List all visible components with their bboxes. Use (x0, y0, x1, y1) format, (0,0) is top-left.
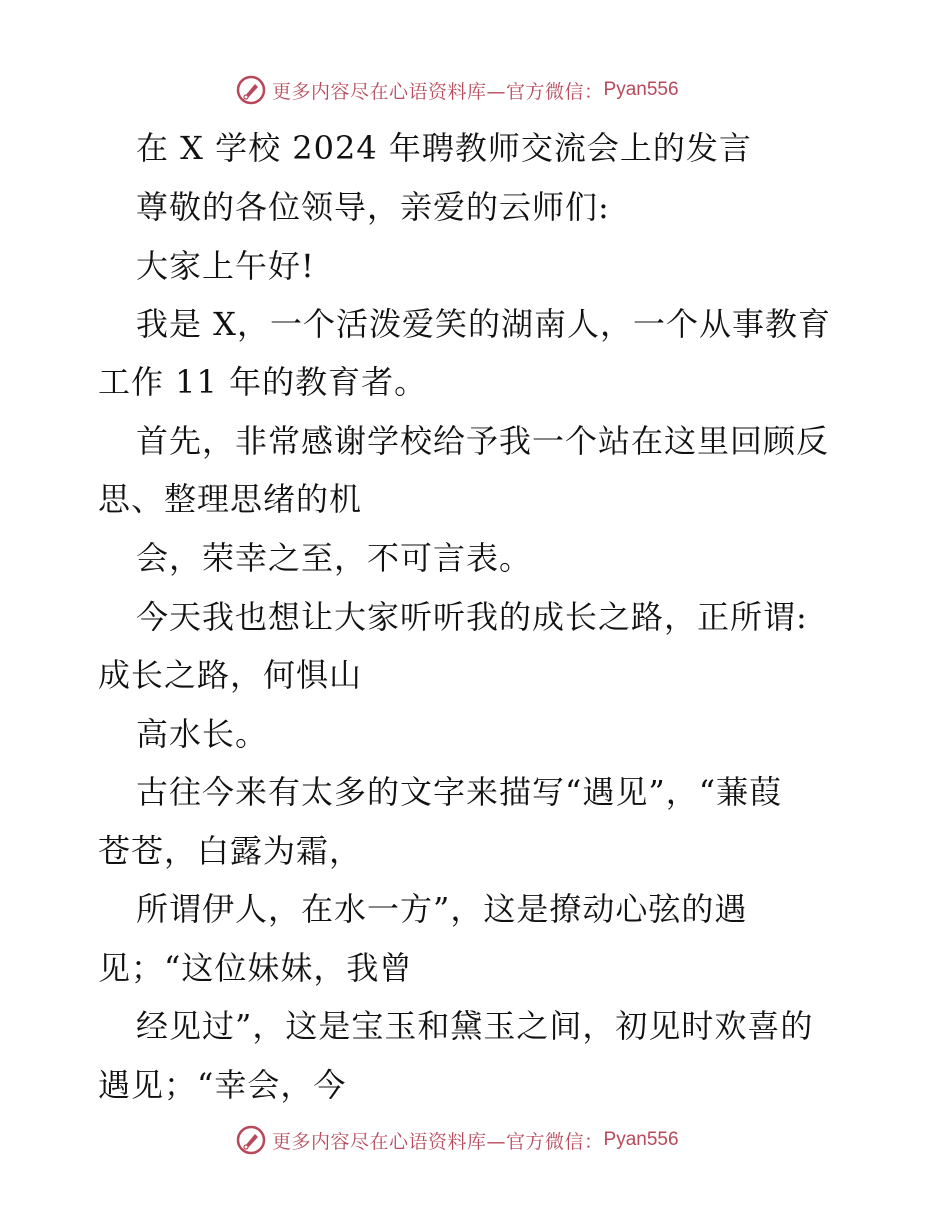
paragraph-line: 苍苍，白露为霜， (98, 832, 363, 870)
paragraph-line: 见；“这位妹妹，我曾 (98, 949, 413, 987)
pen-logo-icon (236, 75, 266, 105)
paragraph-line: 我是 X，一个活泼爱笑的湖南人，一个从事教育 (136, 305, 831, 343)
paragraph-line: 首先，非常感谢学校给予我一个站在这里回顾反 (136, 422, 830, 460)
paragraph-line: 成长之路，何惧山 (98, 656, 363, 694)
paragraph-line: 古往今来有太多的文字来描写“遇见”，“蒹葭 (136, 773, 783, 811)
watermark-wechat-id: Pyan556 (603, 1129, 679, 1150)
document-title: 在 X 学校 2024 年聘教师交流会上的发言 (136, 129, 752, 167)
paragraph-line: 遇见；“幸会，今 (98, 1066, 347, 1104)
footer-watermark (236, 1122, 679, 1158)
paragraph-line: 会，荣幸之至，不可言表。 (136, 539, 533, 577)
salutation: 尊敬的各位领导，亲爱的云师们: (136, 188, 610, 226)
paragraph-line: 思、整理思绪的机 (98, 480, 363, 518)
watermark-text: 更多内容尽在心语资料库—官方微信： (272, 1130, 604, 1153)
header-watermark (236, 72, 679, 108)
paragraph-line: 工作 11 年的教育者。 (98, 363, 428, 401)
paragraph-line: 经见过”，这是宝玉和黛玉之间，初见时欢喜的 (136, 1007, 814, 1045)
greeting: 大家上午好! (136, 247, 315, 285)
watermark-wechat-id: Pyan556 (603, 79, 679, 100)
pen-logo-icon (236, 1125, 266, 1155)
watermark-text: 更多内容尽在心语资料库—官方微信： (272, 80, 604, 103)
paragraph-line: 所谓伊人，在水一方”，这是撩动心弦的遇 (136, 890, 748, 928)
paragraph-line: 今天我也想让大家听听我的成长之路，正所谓: (136, 598, 808, 636)
paragraph-line: 高水长。 (136, 715, 269, 753)
